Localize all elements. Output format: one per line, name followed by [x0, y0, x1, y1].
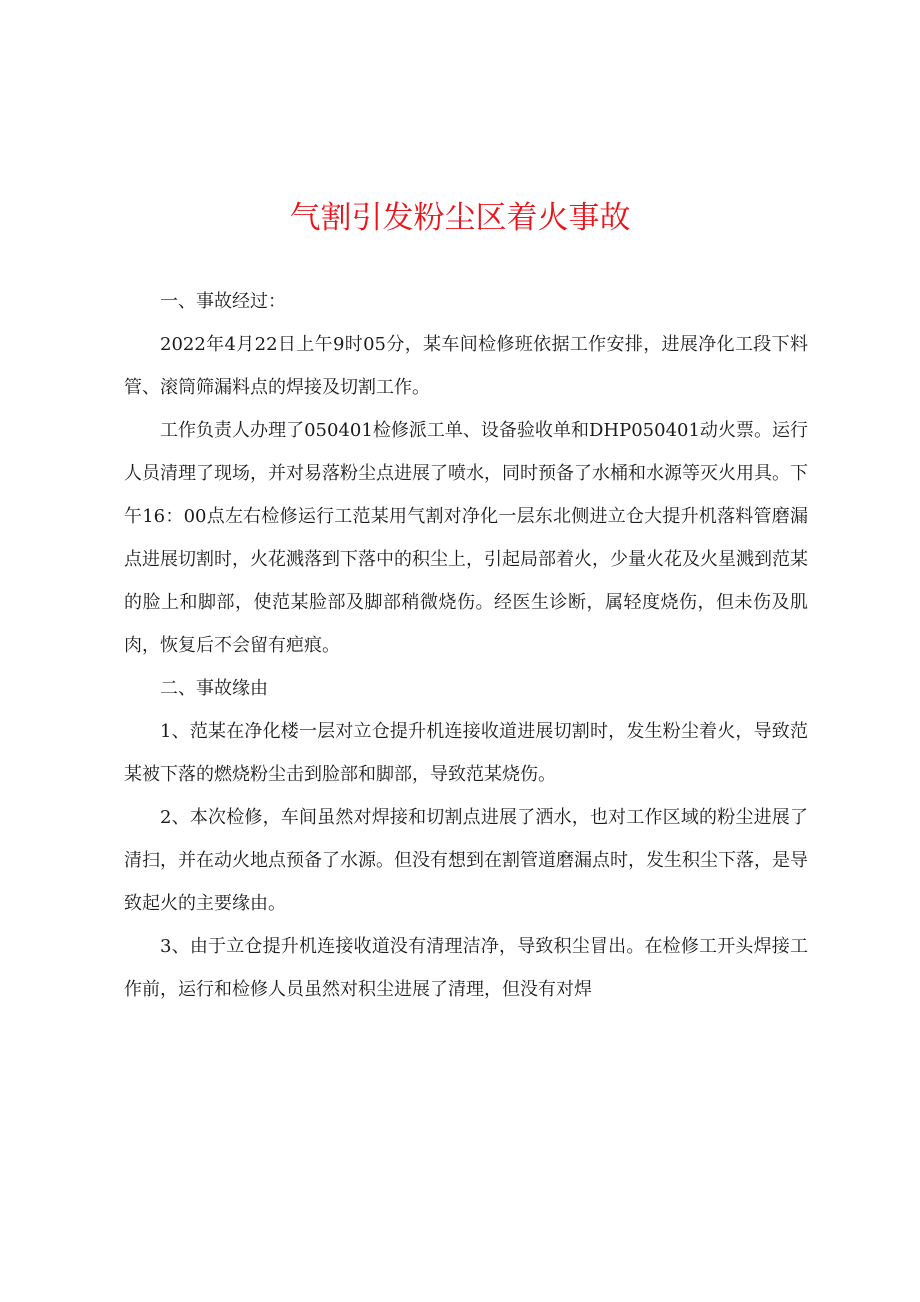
paragraph: 2、本次检修，车间虽然对焊接和切割点进展了洒水，也对工作区域的粉尘进展了清扫，并在动火地点预备了水源。但没有想到在割管道磨漏点时，发生积尘下落，是导致起火的主要缘由。: [124, 807, 808, 914]
document-title: 气割引发粉尘区着火事故: [289, 200, 631, 236]
paragraph: 工作负责人办理了050401检修派工单、设备验收单和DHP050401动火票。运行人员清理了现场，并对易落粉尘点进展了喷水，同时预备了水桶和水源等灭火用具。下午16：00点左右检修运行工范某用气割对净化一层东北侧进立仓大提升机落料管磨漏点进展切割时，火花溅落到下落中的积尘上，引起局部着火，少量火花及火星溅到范某的脸上和脚部，使范某脸部及脚部稍微烧伤。经医生诊断，属轻度烧伤，但未伤及肌肉，恢复后不会留有疤痕。: [124, 420, 808, 656]
paragraph: 2022年4月22日上午9时05分，某车间检修班依据工作安排，进展净化工段下料管、滚筒筛漏料点的焊接及切割工作。: [124, 334, 808, 398]
document-body: [124, 280, 808, 1011]
paragraph: 3、由于立仓提升机连接收道没有清理洁净，导致积尘冒出。在检修工开头焊接工作前，运行和检修人员虽然对积尘进展了清理，但没有对焊: [124, 936, 808, 1000]
section-heading-accident-process: 一、事故经过：: [160, 291, 286, 312]
paragraph: 1、范某在净化楼一层对立仓提升机连接收道进展切割时，发生粉尘着火，导致范某被下落的燃烧粉尘击到脸部和脚部，导致范某烧伤。: [124, 721, 808, 785]
section-heading-accident-cause: 二、事故缘由: [160, 678, 268, 699]
